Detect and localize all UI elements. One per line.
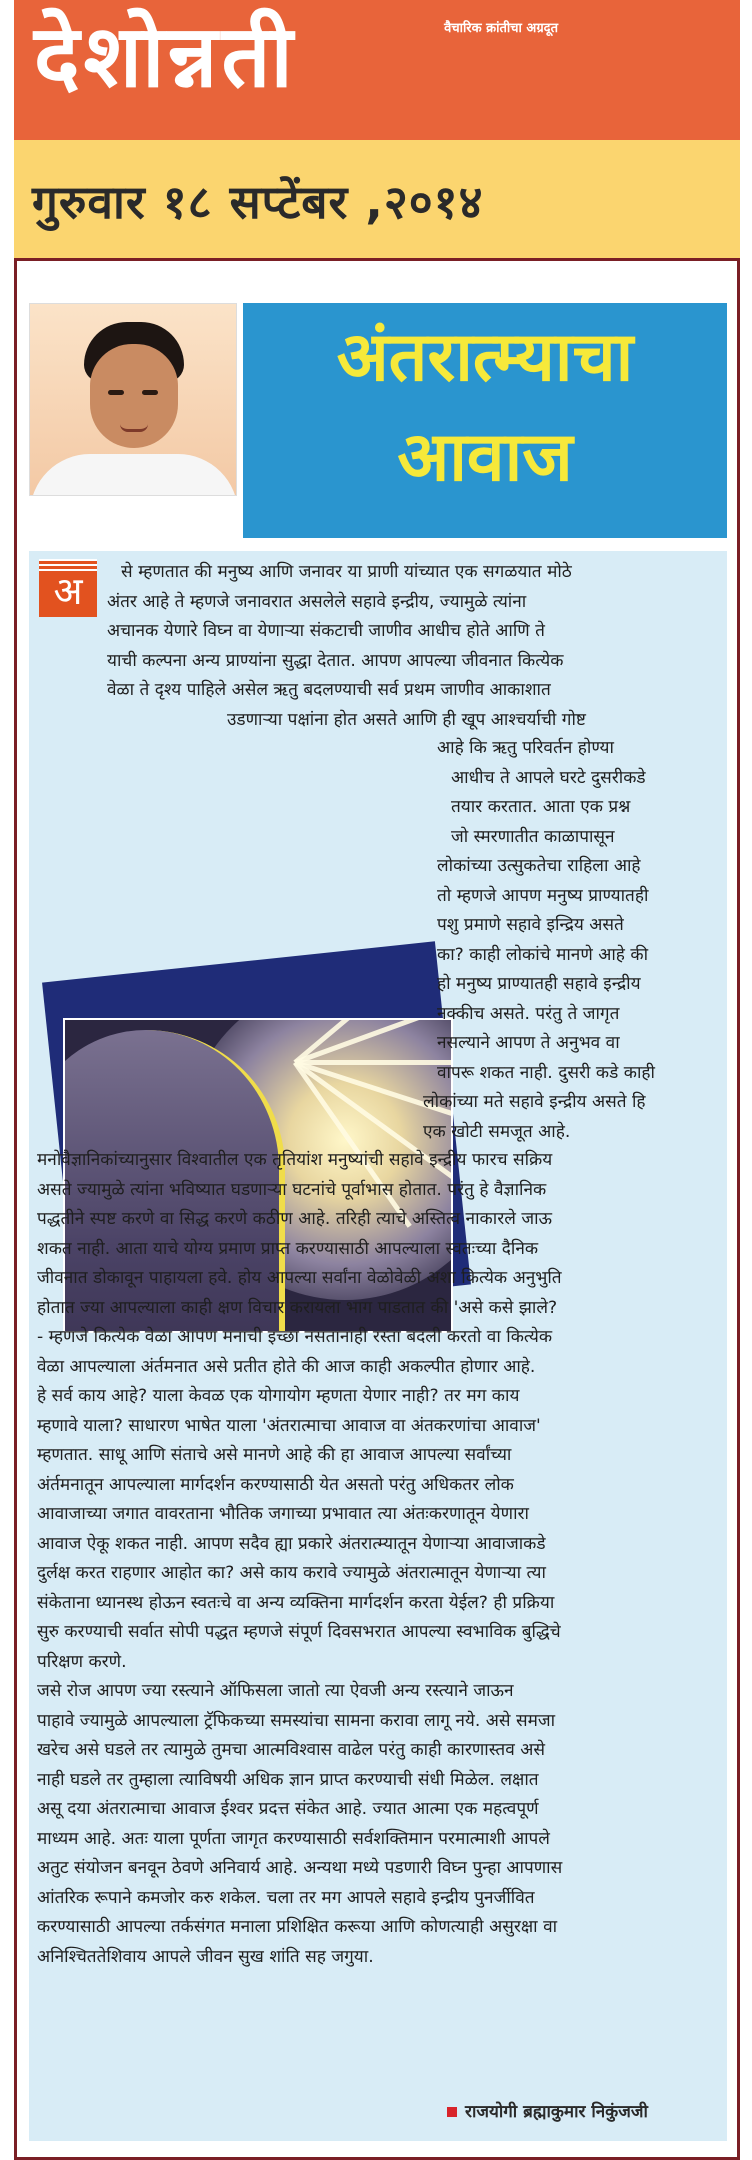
text-line: लोकांच्या मते सहावे इन्द्रीय असते हि <box>423 1092 646 1112</box>
text-line: मनोवैज्ञानिकांच्यानुसार विश्वातील एक तृतियांश मनुष्यांची सहावे इन्द्रीय फारच सक्रिय <box>37 1150 553 1170</box>
text-line: आवाजाच्या जगात वावरताना भौतिक जगाच्या प्रभावात त्या अंतःकरणातून येणारा <box>37 1504 530 1524</box>
issue-date: गुरुवार १८ सप्टेंबर ,२०१४ <box>32 175 484 229</box>
author-name: राजयोगी ब्रह्माकुमार निकुंजजी <box>465 2102 648 2122</box>
byline <box>447 2099 648 2122</box>
text-line: आंतरिक रूपाने कमजोर करु शकेल. चला तर मग आपले सहावे इन्द्रीय पुनर्जीवित <box>37 1887 535 1908</box>
text-line: वेळा ते दृश्य पाहिले असेल ऋतु बदलण्याची सर्व प्रथम जाणीव आकाशात <box>107 680 551 700</box>
text-line: - म्हणजे कित्येक वेळा आपण मनाची इच्छा नसतानाही रस्ता बदली करतो वा कित्येक <box>37 1327 553 1347</box>
text-line: दुर्लक्ष करत राहणार आहोत का? असे काय करावे ज्यामुळे अंतरात्मातून येणाऱ्या त्या <box>37 1563 546 1583</box>
text-line: खरेच असे घडले तर त्यामुळे तुमचा आत्मविश्वास वाढेल परंतु काही कारणास्तव असे <box>37 1740 545 1760</box>
text-line: असू दया अंतरात्माचा आवाज ईश्वर प्रदत्त संकेत आहे. ज्यात आत्मा एक महत्वपूर्ण <box>37 1799 539 1819</box>
text-line: पाहावे ज्यामुळे आपल्याला ट्रॅफिकच्या समस्यांचा सामना करावा लागू नये. असे समजा <box>37 1710 556 1731</box>
text-line: हो मनुष्य प्राण्यातही सहावे इन्द्रीय <box>437 974 641 994</box>
text-line: माध्यम आहे. अतः याला पूर्णता जागृत करण्यासाठी सर्वशक्तिमान परमात्माशी आपले <box>37 1828 550 1849</box>
date-band <box>14 140 740 258</box>
masthead <box>14 0 740 140</box>
text-line: होतात ज्या आपल्याला काही क्षण विचार करायला भाग पाडतात की 'असे कसे झाले? <box>37 1297 558 1318</box>
text-line: म्हणावे याला? साधारण भाषेत याला 'अंतरात्माचा आवाज वा अंतकरणांचा आवाज' <box>37 1415 541 1436</box>
text-line: तयार करतात. आता एक प्रश्न <box>451 797 631 817</box>
text-line: आधीच ते आपले घरटे दुसरीकडे <box>451 767 646 788</box>
text-line: अनिश्चिततेशिवाय आपले जीवन सुख शांति सह जगुया. <box>37 1946 374 1967</box>
newspaper-logo: देशोन्नती <box>34 7 297 107</box>
text-line: अंर्तमनातून आपल्याला मार्गदर्शन करण्यासाठी येत असतो परंतु अधिकतर लोक <box>37 1474 514 1495</box>
text-line: एक खोटी समजूत आहे. <box>423 1121 571 1142</box>
article-frame <box>14 258 740 2160</box>
text-line: पद्धतीने स्पष्ट करणे वा सिद्ध करणे कठीण आहे. तरिही त्याचे अस्तित्व नाकारले जाऊ <box>37 1209 553 1229</box>
text-line: अंतर आहे ते म्हणजे जनावरात असलेले सहावे इन्द्रीय, ज्यामुळे त्यांना <box>107 591 527 612</box>
text-line: करण्यासाठी आपल्या तर्कसंगत मनाला प्रशिक्षित करूया आणि कोणत्याही असुरक्षा वा <box>37 1917 558 1937</box>
text-line: सुरु करण्याची सर्वात सोपी पद्धत म्हणजे संपूर्ण दिवसभरात आपल्या स्वभाविक बुद्धिचे <box>37 1622 561 1642</box>
text-line: संकेताना ध्यानस्थ होऊन स्वतःचे वा अन्य व्यक्तिना मार्गदर्शन करता येईल? ही प्रक्रिया <box>37 1592 555 1613</box>
text-line: अचानक येणारे विघ्न वा येणाऱ्या संकटाची जाणीव आधीच होते आणि ते <box>107 621 545 641</box>
text-line: याची कल्पना अन्य प्राण्यांना सुद्धा देतात. आपण आपल्या जीवनात कित्येक <box>107 650 564 671</box>
drop-cap <box>39 559 97 617</box>
text-line: उडणाऱ्या पक्षांना होत असते आणि ही खूप आश्चर्याची गोष्ट <box>227 709 586 730</box>
text-line: परिक्षण करणे. <box>37 1651 127 1672</box>
text-line: जीवनात डोकावून पाहायला हवे. होय आपल्या सर्वांना वेळोवेळी अशा कित्येक अनुभुति <box>37 1268 562 1288</box>
article-title-line2: आवाज <box>397 418 573 497</box>
article-title-line1: अंतरात्म्याचा <box>336 318 634 397</box>
text-line: नाही घडले तर तुम्हाला त्याविषयी अधिक ज्ञान प्राप्त करण्याची संधी मिळेल. लक्षात <box>37 1769 539 1790</box>
text-line: का? काही लोकांचे मानणे आहे की <box>437 944 649 965</box>
text-line: लोकांच्या उत्सुकतेचा राहिला आहे <box>437 856 641 876</box>
newspaper-tagline: वैचारिक क्रांतीचा अग्रदूत <box>444 21 558 36</box>
text-line: वापरू शकत नाही. दुसरी कडे काही <box>437 1062 656 1083</box>
bullet-square-icon <box>447 2107 457 2117</box>
text-line: से म्हणतात की मनुष्य आणि जनावर या प्राणी यांच्यात एक सगळयात मोठे <box>121 562 572 582</box>
text-line: वेळा आपल्याला अंर्तमनात असे प्रतीत होते की आज काही अकल्पीत होणार आहे. <box>37 1356 536 1377</box>
text-line: जसे रोज आपण ज्या रस्त्याने ऑफिसला जातो त्या ऐवजी अन्य रस्त्याने जाऊन <box>37 1681 514 1701</box>
article-title-box <box>243 303 727 538</box>
text-line: अतुट संयोजन बनवून ठेवणे अनिवार्य आहे. अन्यथा मध्ये पडणारी विघ्न पुन्हा आपणास <box>37 1858 563 1878</box>
text-line: आहे कि ऋतु परिवर्तन होण्या <box>437 738 614 758</box>
text-line: हे सर्व काय आहे? याला केवळ एक योगायोग म्हणता येणार नाही? तर मग काय <box>37 1386 520 1406</box>
text-line: शकत नाही. आता याचे योग्य प्रमाण प्राप्त करण्यासाठी आपल्याला स्वतःच्या दैनिक <box>37 1238 539 1259</box>
text-line: नक्कीच असते. परंतु ते जागृत <box>437 1003 620 1024</box>
text-line: आवाज ऐकू शकत नाही. आपण सदैव ह्या प्रकारे अंतरात्म्यातून येणाऱ्या आवाजाकडे <box>37 1533 546 1554</box>
text-line: पशु प्रमाणे सहावे इन्द्रिय असते <box>437 915 624 935</box>
text-line: तो म्हणजे आपण मनुष्य प्राण्यातही <box>437 885 649 906</box>
text-line: जो स्मरणातीत काळापासून <box>451 826 615 847</box>
text-line: असते ज्यामुळे त्यांना भविष्यात घडणाऱ्या घटनांचे पूर्वाभास होतात. परंतु हे वैज्ञानिक <box>37 1179 547 1200</box>
drop-cap-letter: अ <box>53 569 83 613</box>
text-line: म्हणतात. साधू आणि संताचे असे मानणे आहे की हा आवाज आपल्या सर्वांच्या <box>37 1445 512 1465</box>
article-body <box>29 551 727 2141</box>
text-line: नसल्याने आपण ते अनुभव वा <box>437 1033 620 1053</box>
author-photo <box>29 303 237 496</box>
